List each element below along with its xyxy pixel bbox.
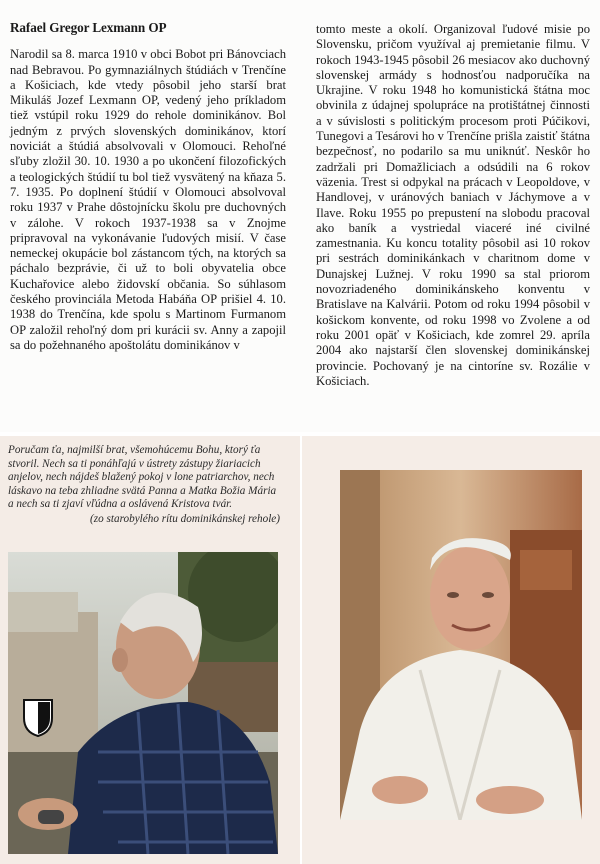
- biography-right-column: [316, 22, 590, 389]
- shield-icon: [22, 698, 54, 738]
- photo-portrait-indoors: [340, 470, 582, 820]
- photo-portrait-image: [340, 470, 582, 820]
- prayer-block: [8, 444, 280, 527]
- person-name-title: Rafael Gregor Lexmann OP: [10, 20, 167, 35]
- biography-text-part-1: Narodil sa 8. marca 1910 v obci Bobot pri Bánovciach nad Bebravou. Po gymnaziálnych štúdiách v Trenčíne a Košiciach, kde vtedy pôsobil jeho starší brat Mikuláš Jozef Lexmann OP, vedený jeho príkladom tiež vstúpil roku 1929 do rehole dominikánov. Bol jedným z prvých slovenských dominikánov, ktorí noviciát a štúdiá absolvovali v Olomouci. Rehoľné sľuby zložil 30. 10. 1930 a po ukončení filozofických a teologických štúdií tu bol tiež vysvätený na kňaza 5. 7. 1935. Po doplnení štúdií v Olomouci absolvoval roku 1937 v Prahe dôstojnícku školu pre duchovných v zálohe. V rokoch 1937-1938 sa v Znojme pripravoval na vykonávanie ľudových misií. V čase nemeckej okupácie bol zástancom tých, na ktorých sa páchalo bezprávie, či už to boli obyvatelia obce Kuchařovice alebo židovskí občania. So súhlasom českého provinciála Metoda Habáňa OP prišiel 4. 10. 1938 do Trenčína, kde spolu s Martinom Furmanom OP založil rehoľný dom pri kuráciі sv. Anny a zapojil sa do požehnaného apoštolátu dominikánov v: [10, 47, 286, 352]
- prayer-source: (zo starobylého rítu dominikánskej rehole): [90, 512, 280, 525]
- prayer-text: Poručam ťa, najmilší brat, všemohúcemu Bohu, ktorý ťa stvoril. Nech sa ti ponáhľajú v ústrety zástupy žiariacich anjelov, nech nájdeš blažený pokoj v lone patriarchov, nech láskavo na teba zhliadne svätá Panna a Matka Božia Mária a nech sa ti zjaví vľúdna a oslávená Kristova tvár.: [8, 444, 277, 511]
- biography-left-column: [10, 20, 286, 353]
- biography-text-part-2: tomto meste a okolí. Organizoval ľudové misie po Slovensku, pričom využíval aj premietanie filmu. V rokoch 1943-1945 pôsobil 26 mesiacov ako duchovný slovenskej armády s hodnosťou nadporučíka na Ukrajine. V roku 1948 ho komunistická štátna moc obvinila z údajnej spolupráce na protištátnej činnosti a v súvislosti s politickým procesom proti Púčikovi, Tunegovi a Tesárovi ho v Trenčíne prišla zaistiť štátna bezpečnosť, no podarilo sa mu uniknúť. Neskôr ho zadržali pri Domažliciach a odsúdili na 6 rokov väzenia. Trest si odpykal na prácach v Leopoldove, v Handlovej, v uránových baniach v Jáchymove a v Ilave. Roku 1955 po prepustení na slobodu pracoval ako baník a vystriedal viaceré iné civilné zamestnania. Ku koncu totality pôsobil asi 10 rokov pri sestrách dominikánkach v charitnom dome v Dunajskej Lužnej. V roku 1990 sa stal priorom novozriadeného dominikánskeho konventu v Bratislave na Kalvárii. Potom od roku 1994 pôsobil v košickom konvente, od roku 1998 vo Zvolene a od roku 2001 opäť v Košiciach, kde zomrel 29. apríla 2004 ako najstarší člen slovenskej dominikánskej provincie. Pochovaný je na cintoríne sv. Rozálie v Košiciach.: [316, 22, 590, 388]
